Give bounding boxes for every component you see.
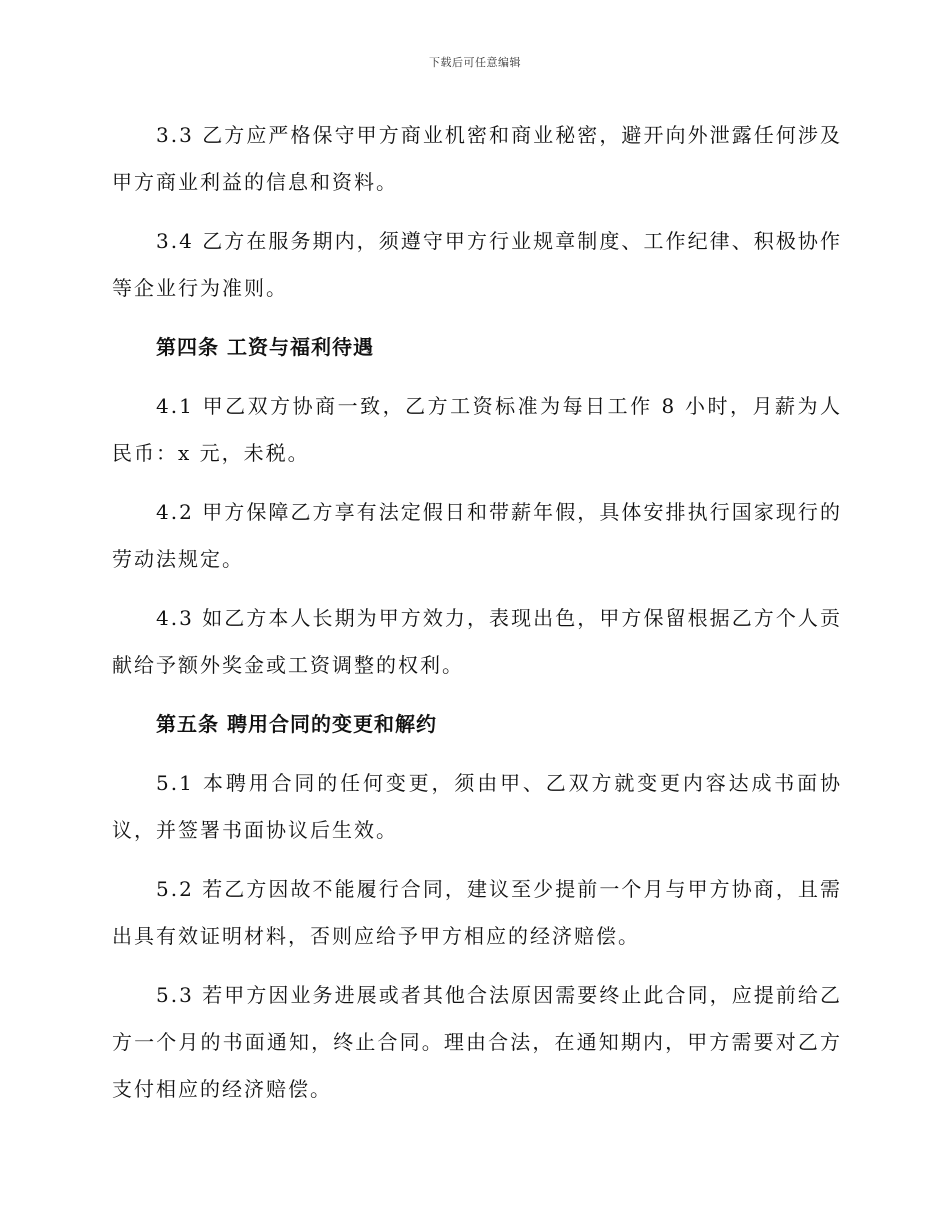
paragraph-5-1: 5.1 本聘用合同的任何变更，须由甲、乙双方就变更内容达成书面协议，并签署书面协议后生效。 (112, 771, 842, 842)
paragraph-4-1: 4.1 甲乙双方协商一致，乙方工资标准为每日工作 8 小时，月薪为人民币：x 元，未税。 (112, 394, 842, 465)
paragraph-4-3: 4.3 如乙方本人长期为甲方效力，表现出色，甲方保留根据乙方个人贡献给予额外奖金或工资调整的权利。 (112, 606, 842, 677)
paragraph-5-2: 5.2 若乙方因故不能履行合同，建议至少提前一个月与甲方协商，且需出具有效证明材料，否则应给予甲方相应的经济赔偿。 (112, 877, 842, 948)
section-heading-4: 第四条 工资与福利待遇 (156, 335, 374, 359)
paragraph-4-2: 4.2 甲方保障乙方享有法定假日和带薪年假，具体安排执行国家现行的劳动法规定。 (112, 500, 842, 571)
document-body (112, 112, 842, 1125)
paragraph-5-3: 5.3 若甲方因业务进展或者其他合法原因需要终止此合同，应提前给乙方一个月的书面通知，终止合同。理由合法，在通知期内，甲方需要对乙方支付相应的经济赔偿。 (112, 983, 842, 1101)
section-heading-5: 第五条 聘用合同的变更和解约 (156, 712, 437, 736)
paragraph-3-3: 3.3 乙方应严格保守甲方商业机密和商业秘密，避开向外泄露任何涉及甲方商业利益的信息和资料。 (112, 123, 842, 194)
page-header: 下载后可任意编辑 (429, 56, 521, 69)
paragraph-3-4: 3.4 乙方在服务期内，须遵守甲方行业规章制度、工作纪律、积极协作等企业行为准则。 (112, 229, 842, 300)
